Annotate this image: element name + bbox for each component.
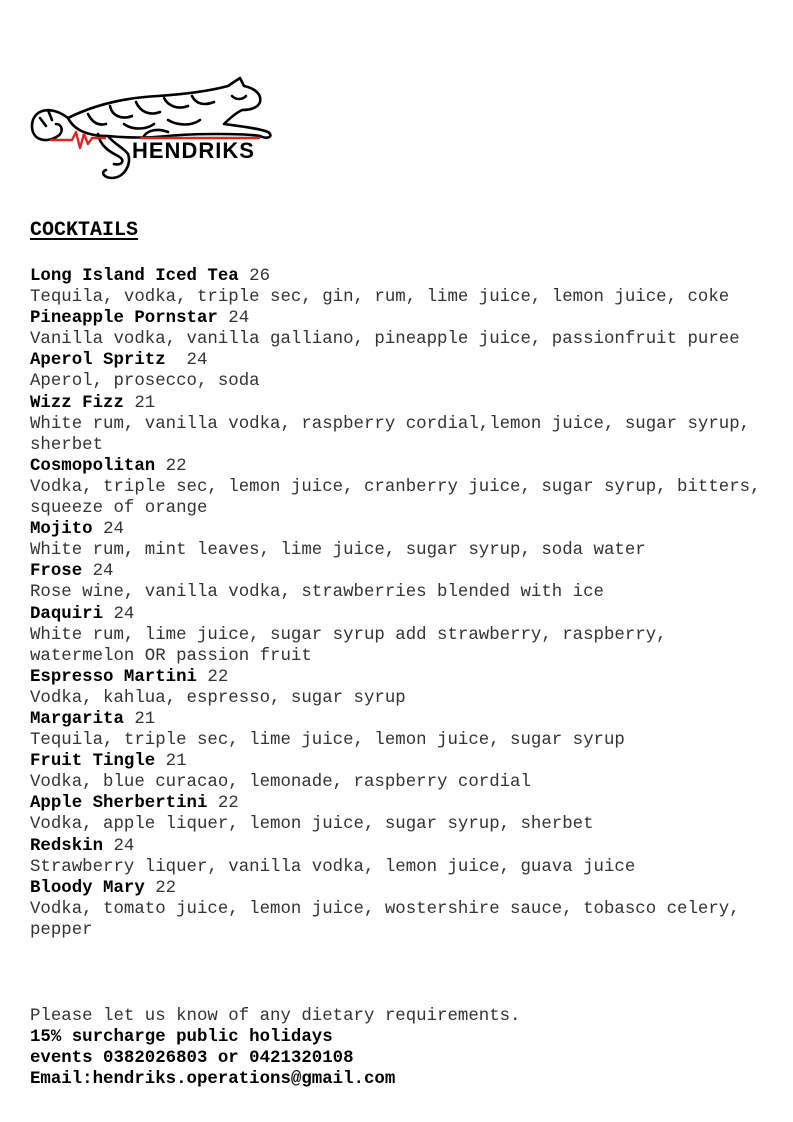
email-contact: Email:hendriks.operations@gmail.com: [30, 1070, 396, 1090]
item-heading: [30, 456, 770, 477]
list-item: [30, 561, 770, 603]
item-price: 24: [113, 836, 135, 856]
item-heading: [30, 878, 770, 899]
item-name: Cosmopolitan: [30, 456, 156, 476]
item-heading: [30, 266, 770, 287]
item-description: Rose wine, vanilla vodka, strawberries blended with ice: [30, 583, 604, 603]
item-price: 22: [155, 878, 177, 898]
list-item: [30, 393, 770, 456]
list-item: [30, 350, 770, 392]
item-heading: [30, 393, 770, 414]
item-name: Frose: [30, 562, 83, 582]
list-item: [30, 793, 770, 835]
list-item: [30, 308, 770, 350]
item-price: 21: [165, 752, 187, 772]
item-name: Apple Sherbertini: [30, 794, 208, 814]
item-name: Espresso Martini: [30, 667, 197, 687]
item-heading: [30, 836, 770, 857]
item-name: Bloody Mary: [30, 878, 145, 898]
item-price: 22: [217, 794, 239, 814]
list-item: [30, 878, 770, 941]
surcharge-note: 15% surcharge public holidays: [30, 1028, 333, 1048]
item-description: Vodka, apple liquer, lemon juice, sugar syrup, sherbet: [30, 815, 594, 835]
cocktail-list: [30, 266, 770, 941]
item-price: 21: [134, 709, 156, 729]
item-price: 26: [249, 267, 271, 286]
list-item: [30, 266, 770, 308]
item-name: Fruit Tingle: [30, 752, 156, 772]
item-name: Wizz Fizz: [30, 393, 124, 413]
item-description: Vodka, tomato juice, lemon juice, wostershire sauce, tobasco celery, pepper: [30, 899, 740, 940]
hendriks-logo: [28, 74, 278, 186]
list-item: [30, 604, 770, 667]
item-name: Redskin: [30, 836, 104, 856]
item-description: White rum, vanilla vodka, raspberry cordial,lemon juice, sugar syrup, sherbet: [30, 414, 751, 455]
item-heading: [30, 519, 770, 540]
item-name: Pineapple Pornstar: [30, 309, 218, 329]
item-heading: [30, 561, 770, 582]
list-item: [30, 836, 770, 878]
item-description: Aperol, prosecco, soda: [30, 372, 260, 392]
list-item: [30, 456, 770, 519]
item-price: 24: [113, 604, 135, 624]
item-description: White rum, lime juice, sugar syrup add strawberry, raspberry, watermelon OR passion fruit: [30, 625, 667, 666]
item-description: Tequila, triple sec, lime juice, lemon juice, sugar syrup: [30, 731, 625, 751]
item-name: Mojito: [30, 520, 93, 540]
section-title: COCKTAILS: [30, 219, 139, 242]
item-description: Tequila, vodka, triple sec, gin, rum, lime juice, lemon juice, coke: [30, 288, 730, 308]
list-item: [30, 519, 770, 561]
events-contact: events 0382026803 or 0421320108: [30, 1049, 354, 1069]
item-name: Long Island Iced Tea: [30, 267, 239, 286]
brand-wordmark: HENDRIKS: [132, 138, 255, 163]
item-price: 22: [165, 456, 187, 476]
list-item: [30, 667, 770, 709]
item-heading: [30, 350, 770, 371]
item-price: 24: [103, 520, 124, 540]
footer: [30, 1006, 521, 1090]
tiger-icon: [28, 74, 278, 186]
list-item: [30, 751, 770, 793]
item-heading: [30, 308, 770, 329]
item-description: White rum, mint leaves, lime juice, sugar syrup, soda water: [30, 541, 646, 561]
item-heading: [30, 751, 770, 772]
item-name: Daquiri: [30, 604, 104, 624]
item-heading: [30, 667, 770, 688]
list-item: [30, 709, 770, 751]
item-price: 22: [207, 667, 229, 687]
item-heading: [30, 604, 770, 625]
item-price: 21: [134, 393, 156, 413]
item-heading: [30, 709, 770, 730]
item-price: 24: [92, 562, 114, 582]
item-description: Strawberry liquer, vanilla vodka, lemon juice, guava juice: [30, 857, 636, 877]
item-price: 24: [228, 309, 250, 329]
item-name: Margarita: [30, 709, 124, 729]
item-price: 24: [176, 351, 208, 371]
item-description: Vodka, triple sec, lemon juice, cranberry juice, sugar syrup, bitters, squeeze of orange: [30, 477, 761, 519]
item-description: Vodka, kahlua, espresso, sugar syrup: [30, 688, 406, 708]
item-description: Vanilla vodka, vanilla galliano, pineapple juice, passionfruit puree: [30, 330, 740, 350]
dietary-note: Please let us know of any dietary requirements.: [30, 1007, 521, 1026]
item-description: Vodka, blue curacao, lemonade, raspberry cordial: [30, 773, 531, 793]
item-heading: [30, 793, 770, 814]
item-name: Aperol Spritz: [30, 351, 166, 371]
